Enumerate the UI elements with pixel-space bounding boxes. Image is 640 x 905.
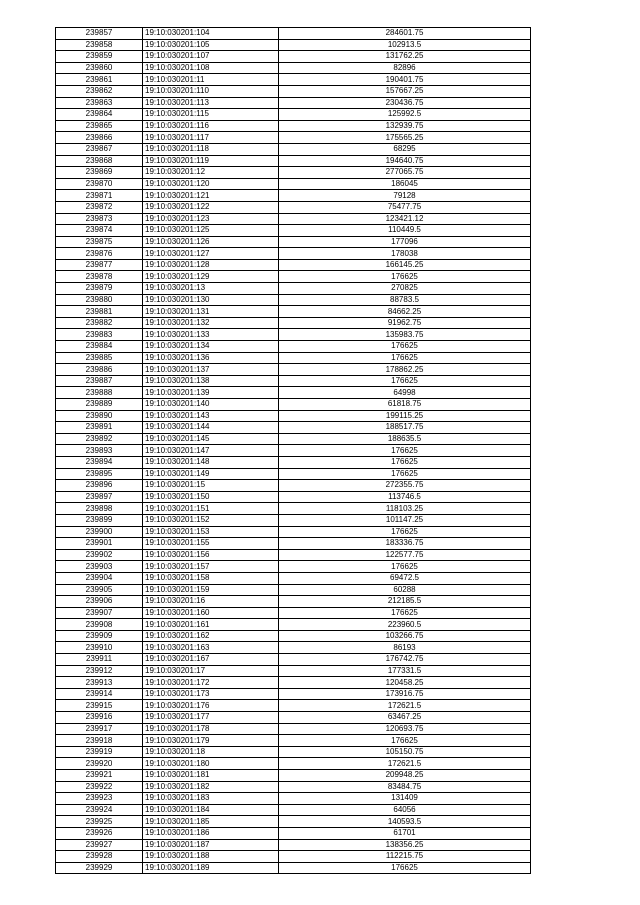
cadastral-value-cell: 175565.25 — [279, 132, 531, 144]
table-row — [56, 851, 531, 863]
table-row — [56, 317, 531, 329]
cadastral-number-cell: 19:10:030201:188 — [143, 851, 279, 863]
cadastral-number-cell: 19:10:030201:126 — [143, 236, 279, 248]
cadastral-value-cell: 176625 — [279, 352, 531, 364]
cadastral-number-cell: 19:10:030201:162 — [143, 630, 279, 642]
cadastral-number-cell: 19:10:030201:132 — [143, 317, 279, 329]
row-number-cell: 239907 — [56, 607, 143, 619]
cadastral-number-cell: 19:10:030201:151 — [143, 503, 279, 515]
row-number-cell: 239865 — [56, 120, 143, 132]
cadastral-value-cell: 223960.5 — [279, 619, 531, 631]
table-row — [56, 248, 531, 260]
table-row — [56, 793, 531, 805]
cadastral-value-cell: 113746.5 — [279, 491, 531, 503]
row-number-cell: 239882 — [56, 317, 143, 329]
row-number-cell: 239914 — [56, 688, 143, 700]
cadastral-number-cell: 19:10:030201:145 — [143, 433, 279, 445]
table-row — [56, 677, 531, 689]
cadastral-value-cell: 84662.25 — [279, 306, 531, 318]
cadastral-number-cell: 19:10:030201:186 — [143, 827, 279, 839]
table-row — [56, 445, 531, 457]
row-number-cell: 239886 — [56, 364, 143, 376]
table-row — [56, 190, 531, 202]
table-row — [56, 526, 531, 538]
table-row — [56, 271, 531, 283]
cadastral-number-cell: 19:10:030201:136 — [143, 352, 279, 364]
table-row — [56, 642, 531, 654]
table-row — [56, 770, 531, 782]
table-row — [56, 329, 531, 341]
table-row — [56, 549, 531, 561]
table-row — [56, 456, 531, 468]
table-row — [56, 746, 531, 758]
cadastral-number-cell: 19:10:030201:137 — [143, 364, 279, 376]
row-number-cell: 239862 — [56, 85, 143, 97]
cadastral-number-cell: 19:10:030201:181 — [143, 770, 279, 782]
cadastral-value-cell: 284601.75 — [279, 28, 531, 40]
row-number-cell: 239902 — [56, 549, 143, 561]
cadastral-number-cell: 19:10:030201:139 — [143, 387, 279, 399]
table-body — [56, 28, 531, 874]
cadastral-number-cell: 19:10:030201:13 — [143, 283, 279, 295]
row-number-cell: 239888 — [56, 387, 143, 399]
table-row — [56, 143, 531, 155]
table-row — [56, 468, 531, 480]
cadastral-value-cell: 82896 — [279, 62, 531, 74]
row-number-cell: 239877 — [56, 259, 143, 271]
cadastral-value-cell: 125992.5 — [279, 109, 531, 121]
table-row — [56, 584, 531, 596]
cadastral-number-cell: 19:10:030201:187 — [143, 839, 279, 851]
cadastral-number-cell: 19:10:030201:134 — [143, 341, 279, 353]
cadastral-number-cell: 19:10:030201:130 — [143, 294, 279, 306]
table-row — [56, 39, 531, 51]
table-row — [56, 491, 531, 503]
table-row — [56, 862, 531, 874]
cadastral-number-cell: 19:10:030201:12 — [143, 167, 279, 179]
cadastral-number-cell: 19:10:030201:152 — [143, 514, 279, 526]
cadastral-number-cell: 19:10:030201:143 — [143, 410, 279, 422]
cadastral-number-cell: 19:10:030201:138 — [143, 375, 279, 387]
cadastral-number-cell: 19:10:030201:127 — [143, 248, 279, 260]
cadastral-value-cell: 120693.75 — [279, 723, 531, 735]
cadastral-number-cell: 19:10:030201:176 — [143, 700, 279, 712]
table-row — [56, 607, 531, 619]
row-number-cell: 239904 — [56, 572, 143, 584]
cadastral-value-cell: 177096 — [279, 236, 531, 248]
table-row — [56, 399, 531, 411]
row-number-cell: 239923 — [56, 793, 143, 805]
row-number-cell: 239871 — [56, 190, 143, 202]
cadastral-value-cell: 101147.25 — [279, 514, 531, 526]
row-number-cell: 239893 — [56, 445, 143, 457]
cadastral-value-cell: 178038 — [279, 248, 531, 260]
table-row — [56, 723, 531, 735]
cadastral-value-cell: 135983.75 — [279, 329, 531, 341]
cadastral-value-cell: 69472.5 — [279, 572, 531, 584]
table-row — [56, 225, 531, 237]
table-row — [56, 294, 531, 306]
cadastral-value-cell: 176625 — [279, 735, 531, 747]
cadastral-value-cell: 230436.75 — [279, 97, 531, 109]
cadastral-value-cell: 123421.12 — [279, 213, 531, 225]
cadastral-number-cell: 19:10:030201:15 — [143, 480, 279, 492]
row-number-cell: 239913 — [56, 677, 143, 689]
cadastral-number-cell: 19:10:030201:182 — [143, 781, 279, 793]
row-number-cell: 239898 — [56, 503, 143, 515]
row-number-cell: 239915 — [56, 700, 143, 712]
cadastral-value-cell: 61701 — [279, 827, 531, 839]
table-row — [56, 665, 531, 677]
row-number-cell: 239926 — [56, 827, 143, 839]
row-number-cell: 239912 — [56, 665, 143, 677]
row-number-cell: 239919 — [56, 746, 143, 758]
table-row — [56, 654, 531, 666]
cadastral-number-cell: 19:10:030201:140 — [143, 399, 279, 411]
table-row — [56, 155, 531, 167]
cadastral-number-cell: 19:10:030201:185 — [143, 816, 279, 828]
row-number-cell: 239896 — [56, 480, 143, 492]
cadastral-value-cell: 132939.75 — [279, 120, 531, 132]
cadastral-number-cell: 19:10:030201:163 — [143, 642, 279, 654]
cadastral-value-cell: 88783.5 — [279, 294, 531, 306]
cadastral-value-cell: 172621.5 — [279, 758, 531, 770]
cadastral-value-cell: 176625 — [279, 375, 531, 387]
cadastral-value-cell: 190401.75 — [279, 74, 531, 86]
row-number-cell: 239899 — [56, 514, 143, 526]
cadastral-number-cell: 19:10:030201:172 — [143, 677, 279, 689]
cadastral-value-cell: 61818.75 — [279, 399, 531, 411]
row-number-cell: 239873 — [56, 213, 143, 225]
cadastral-number-cell: 19:10:030201:18 — [143, 746, 279, 758]
cadastral-value-cell: 64998 — [279, 387, 531, 399]
cadastral-number-cell: 19:10:030201:16 — [143, 596, 279, 608]
row-number-cell: 239917 — [56, 723, 143, 735]
cadastral-number-cell: 19:10:030201:104 — [143, 28, 279, 40]
table-row — [56, 201, 531, 213]
cadastral-number-cell: 19:10:030201:167 — [143, 654, 279, 666]
cadastral-value-table — [55, 27, 531, 874]
table-row — [56, 28, 531, 40]
cadastral-value-cell: 194640.75 — [279, 155, 531, 167]
cadastral-value-cell: 68295 — [279, 143, 531, 155]
cadastral-value-cell: 176742.75 — [279, 654, 531, 666]
table-row — [56, 167, 531, 179]
row-number-cell: 239911 — [56, 654, 143, 666]
cadastral-value-cell: 172621.5 — [279, 700, 531, 712]
row-number-cell: 239883 — [56, 329, 143, 341]
cadastral-number-cell: 19:10:030201:148 — [143, 456, 279, 468]
row-number-cell: 239910 — [56, 642, 143, 654]
cadastral-number-cell: 19:10:030201:113 — [143, 97, 279, 109]
table-row — [56, 387, 531, 399]
cadastral-value-cell: 112215.75 — [279, 851, 531, 863]
row-number-cell: 239891 — [56, 422, 143, 434]
cadastral-number-cell: 19:10:030201:189 — [143, 862, 279, 874]
cadastral-number-cell: 19:10:030201:129 — [143, 271, 279, 283]
table-row — [56, 364, 531, 376]
cadastral-number-cell: 19:10:030201:184 — [143, 804, 279, 816]
cadastral-number-cell: 19:10:030201:177 — [143, 712, 279, 724]
row-number-cell: 239867 — [56, 143, 143, 155]
cadastral-number-cell: 19:10:030201:121 — [143, 190, 279, 202]
cadastral-value-cell: 176625 — [279, 271, 531, 283]
row-number-cell: 239881 — [56, 306, 143, 318]
cadastral-number-cell: 19:10:030201:160 — [143, 607, 279, 619]
cadastral-value-cell: 131762.25 — [279, 51, 531, 63]
table-row — [56, 514, 531, 526]
row-number-cell: 239925 — [56, 816, 143, 828]
row-number-cell: 239861 — [56, 74, 143, 86]
cadastral-number-cell: 19:10:030201:128 — [143, 259, 279, 271]
table-row — [56, 85, 531, 97]
cadastral-number-cell: 19:10:030201:158 — [143, 572, 279, 584]
cadastral-value-cell: 176625 — [279, 526, 531, 538]
row-number-cell: 239889 — [56, 399, 143, 411]
table-row — [56, 480, 531, 492]
cadastral-number-cell: 19:10:030201:117 — [143, 132, 279, 144]
row-number-cell: 239864 — [56, 109, 143, 121]
cadastral-value-cell: 199115.25 — [279, 410, 531, 422]
cadastral-number-cell: 19:10:030201:155 — [143, 538, 279, 550]
cadastral-value-cell: 120458.25 — [279, 677, 531, 689]
row-number-cell: 239897 — [56, 491, 143, 503]
cadastral-number-cell: 19:10:030201:150 — [143, 491, 279, 503]
cadastral-number-cell: 19:10:030201:156 — [143, 549, 279, 561]
table-row — [56, 109, 531, 121]
row-number-cell: 239866 — [56, 132, 143, 144]
cadastral-value-cell: 102913.5 — [279, 39, 531, 51]
cadastral-number-cell: 19:10:030201:133 — [143, 329, 279, 341]
cadastral-value-cell: 188517.75 — [279, 422, 531, 434]
table-row — [56, 306, 531, 318]
row-number-cell: 239916 — [56, 712, 143, 724]
table-row — [56, 596, 531, 608]
table-row — [56, 816, 531, 828]
cadastral-value-cell: 176625 — [279, 607, 531, 619]
table-row — [56, 213, 531, 225]
table-row — [56, 259, 531, 271]
cadastral-number-cell: 19:10:030201:180 — [143, 758, 279, 770]
cadastral-number-cell: 19:10:030201:120 — [143, 178, 279, 190]
cadastral-value-cell: 131409 — [279, 793, 531, 805]
cadastral-value-cell: 176625 — [279, 445, 531, 457]
cadastral-value-cell: 176625 — [279, 341, 531, 353]
table-row — [56, 630, 531, 642]
row-number-cell: 239868 — [56, 155, 143, 167]
table-row — [56, 688, 531, 700]
row-number-cell: 239921 — [56, 770, 143, 782]
row-number-cell: 239874 — [56, 225, 143, 237]
row-number-cell: 239894 — [56, 456, 143, 468]
cadastral-number-cell: 19:10:030201:183 — [143, 793, 279, 805]
table-row — [56, 503, 531, 515]
row-number-cell: 239880 — [56, 294, 143, 306]
cadastral-value-cell: 86193 — [279, 642, 531, 654]
cadastral-number-cell: 19:10:030201:123 — [143, 213, 279, 225]
row-number-cell: 239929 — [56, 862, 143, 874]
cadastral-number-cell: 19:10:030201:173 — [143, 688, 279, 700]
table-row — [56, 51, 531, 63]
row-number-cell: 239924 — [56, 804, 143, 816]
row-number-cell: 239892 — [56, 433, 143, 445]
table-row — [56, 97, 531, 109]
cadastral-value-cell: 64056 — [279, 804, 531, 816]
cadastral-number-cell: 19:10:030201:107 — [143, 51, 279, 63]
row-number-cell: 239879 — [56, 283, 143, 295]
table-row — [56, 827, 531, 839]
table-row — [56, 178, 531, 190]
row-number-cell: 239890 — [56, 410, 143, 422]
cadastral-number-cell: 19:10:030201:161 — [143, 619, 279, 631]
cadastral-number-cell: 19:10:030201:116 — [143, 120, 279, 132]
table-row — [56, 839, 531, 851]
cadastral-value-cell: 157667.25 — [279, 85, 531, 97]
row-number-cell: 239903 — [56, 561, 143, 573]
cadastral-number-cell: 19:10:030201:178 — [143, 723, 279, 735]
cadastral-value-cell: 176625 — [279, 862, 531, 874]
row-number-cell: 239860 — [56, 62, 143, 74]
row-number-cell: 239906 — [56, 596, 143, 608]
cadastral-value-cell: 183336.75 — [279, 538, 531, 550]
table-row — [56, 283, 531, 295]
cadastral-value-cell: 212185.5 — [279, 596, 531, 608]
table-row — [56, 735, 531, 747]
cadastral-value-cell: 110449.5 — [279, 225, 531, 237]
cadastral-value-cell: 176625 — [279, 561, 531, 573]
row-number-cell: 239920 — [56, 758, 143, 770]
row-number-cell: 239928 — [56, 851, 143, 863]
cadastral-value-cell: 118103.25 — [279, 503, 531, 515]
table-row — [56, 572, 531, 584]
cadastral-value-cell: 83484.75 — [279, 781, 531, 793]
cadastral-number-cell: 19:10:030201:153 — [143, 526, 279, 538]
cadastral-number-cell: 19:10:030201:119 — [143, 155, 279, 167]
row-number-cell: 239863 — [56, 97, 143, 109]
cadastral-value-cell: 105150.75 — [279, 746, 531, 758]
cadastral-value-cell: 209948.25 — [279, 770, 531, 782]
table-row — [56, 132, 531, 144]
cadastral-number-cell: 19:10:030201:115 — [143, 109, 279, 121]
row-number-cell: 239869 — [56, 167, 143, 179]
table-row — [56, 410, 531, 422]
row-number-cell: 239918 — [56, 735, 143, 747]
row-number-cell: 239875 — [56, 236, 143, 248]
cadastral-number-cell: 19:10:030201:159 — [143, 584, 279, 596]
cadastral-number-cell: 19:10:030201:122 — [143, 201, 279, 213]
table-row — [56, 236, 531, 248]
row-number-cell: 239857 — [56, 28, 143, 40]
table-row — [56, 619, 531, 631]
row-number-cell: 239905 — [56, 584, 143, 596]
row-number-cell: 239876 — [56, 248, 143, 260]
cadastral-number-cell: 19:10:030201:147 — [143, 445, 279, 457]
cadastral-number-cell: 19:10:030201:144 — [143, 422, 279, 434]
cadastral-number-cell: 19:10:030201:17 — [143, 665, 279, 677]
cadastral-value-cell: 166145.25 — [279, 259, 531, 271]
row-number-cell: 239922 — [56, 781, 143, 793]
table-row — [56, 804, 531, 816]
row-number-cell: 239870 — [56, 178, 143, 190]
row-number-cell: 239900 — [56, 526, 143, 538]
cadastral-value-cell: 277065.75 — [279, 167, 531, 179]
cadastral-value-cell: 272355.75 — [279, 480, 531, 492]
row-number-cell: 239878 — [56, 271, 143, 283]
cadastral-value-cell: 186045 — [279, 178, 531, 190]
row-number-cell: 239901 — [56, 538, 143, 550]
table-row — [56, 700, 531, 712]
cadastral-value-cell: 138356.25 — [279, 839, 531, 851]
cadastral-number-cell: 19:10:030201:105 — [143, 39, 279, 51]
cadastral-value-cell: 60288 — [279, 584, 531, 596]
cadastral-number-cell: 19:10:030201:131 — [143, 306, 279, 318]
table-row — [56, 561, 531, 573]
cadastral-value-cell: 63467.25 — [279, 712, 531, 724]
table-row — [56, 758, 531, 770]
cadastral-number-cell: 19:10:030201:179 — [143, 735, 279, 747]
cadastral-value-cell: 122577.75 — [279, 549, 531, 561]
table-row — [56, 433, 531, 445]
row-number-cell: 239885 — [56, 352, 143, 364]
row-number-cell: 239859 — [56, 51, 143, 63]
cadastral-value-cell: 173916.75 — [279, 688, 531, 700]
row-number-cell: 239908 — [56, 619, 143, 631]
row-number-cell: 239884 — [56, 341, 143, 353]
cadastral-value-cell: 176625 — [279, 456, 531, 468]
cadastral-value-cell: 79128 — [279, 190, 531, 202]
cadastral-value-cell: 270825 — [279, 283, 531, 295]
cadastral-value-cell: 91962.75 — [279, 317, 531, 329]
cadastral-number-cell: 19:10:030201:110 — [143, 85, 279, 97]
table-row — [56, 538, 531, 550]
table-row — [56, 341, 531, 353]
cadastral-number-cell: 19:10:030201:118 — [143, 143, 279, 155]
table-row — [56, 352, 531, 364]
table-row — [56, 375, 531, 387]
cadastral-number-cell: 19:10:030201:125 — [143, 225, 279, 237]
table-row — [56, 422, 531, 434]
table-row — [56, 120, 531, 132]
cadastral-value-cell: 188635.5 — [279, 433, 531, 445]
table-row — [56, 781, 531, 793]
cadastral-number-cell: 19:10:030201:149 — [143, 468, 279, 480]
cadastral-number-cell: 19:10:030201:108 — [143, 62, 279, 74]
cadastral-value-cell: 75477.75 — [279, 201, 531, 213]
table-row — [56, 62, 531, 74]
cadastral-value-cell: 177331.5 — [279, 665, 531, 677]
row-number-cell: 239927 — [56, 839, 143, 851]
cadastral-value-cell: 140593.5 — [279, 816, 531, 828]
cadastral-number-cell: 19:10:030201:157 — [143, 561, 279, 573]
row-number-cell: 239887 — [56, 375, 143, 387]
row-number-cell: 239895 — [56, 468, 143, 480]
table-row — [56, 712, 531, 724]
row-number-cell: 239909 — [56, 630, 143, 642]
row-number-cell: 239858 — [56, 39, 143, 51]
cadastral-value-cell: 176625 — [279, 468, 531, 480]
row-number-cell: 239872 — [56, 201, 143, 213]
cadastral-number-cell: 19:10:030201:11 — [143, 74, 279, 86]
cadastral-value-cell: 103266.75 — [279, 630, 531, 642]
table-row — [56, 74, 531, 86]
cadastral-value-cell: 178862.25 — [279, 364, 531, 376]
